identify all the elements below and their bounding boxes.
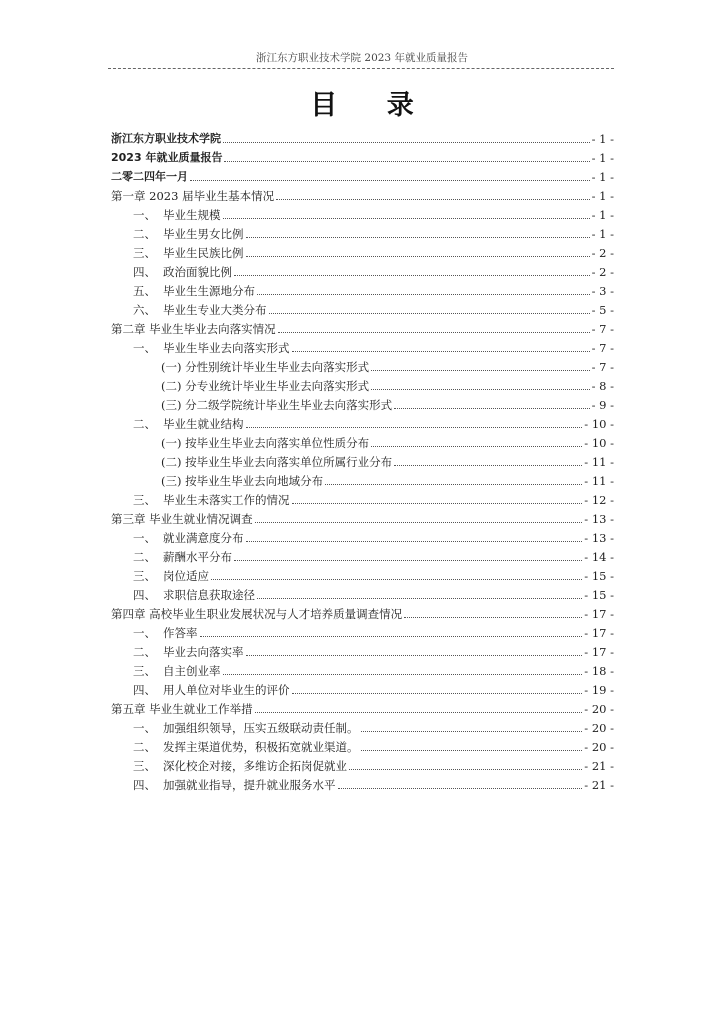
toc-entry-number: 二、	[133, 645, 156, 659]
toc-entry-label: 用人单位对毕业生的评价	[163, 683, 290, 697]
toc-entry-label: 深化校企对接，多维访企拓岗促就业	[163, 759, 347, 773]
page-header: 浙江东方职业技术学院 2023 年就业质量报告	[256, 52, 468, 64]
toc-entry[interactable]	[111, 165, 614, 184]
toc-entry-number: 三、	[133, 569, 156, 583]
toc-dot-leader	[338, 788, 583, 789]
toc-entry-number: 二、	[133, 550, 156, 564]
toc-entry[interactable]	[111, 222, 614, 241]
toc-entry[interactable]	[111, 127, 614, 146]
toc-entry[interactable]	[111, 507, 614, 526]
toc-dot-leader	[224, 161, 589, 162]
toc-dot-leader	[255, 712, 583, 713]
toc-page-number: - 11 -	[584, 455, 614, 469]
toc-dot-leader	[246, 237, 590, 238]
toc-dot-leader	[255, 522, 583, 523]
toc-entry-number: 二、	[133, 740, 156, 754]
toc-entry-label: 岗位适应	[163, 569, 209, 583]
toc-entry-number: 三、	[133, 664, 156, 678]
toc-entry-label: 薪酬水平分布	[163, 550, 232, 564]
toc-entry-label: 第三章 毕业生就业情况调查	[111, 512, 253, 526]
toc-dot-leader	[278, 332, 590, 333]
toc-dot-leader	[269, 313, 590, 314]
toc-entry[interactable]	[111, 336, 614, 355]
toc-page-number: - 17 -	[584, 626, 614, 640]
toc-entry-label: 毕业去向落实率	[163, 645, 244, 659]
toc-entry-number: 一、	[133, 341, 156, 355]
toc-page-number: - 1 -	[591, 227, 614, 241]
toc-entry-label: 求职信息获取途径	[163, 588, 255, 602]
toc-entry[interactable]	[111, 355, 614, 374]
toc-page-number: - 21 -	[584, 759, 614, 773]
toc-entry[interactable]	[111, 469, 614, 488]
toc-dot-leader	[276, 199, 590, 200]
toc-page-number: - 5 -	[591, 303, 614, 317]
toc-entry-number: 四、	[133, 588, 156, 602]
toc-page-number: - 14 -	[584, 550, 614, 564]
toc-dot-leader	[292, 351, 590, 352]
toc-page-number: - 2 -	[591, 265, 614, 279]
toc-entry-label: 第四章 高校毕业生职业发展状况与人才培养质量调查情况	[111, 607, 403, 621]
toc-dot-leader	[190, 180, 590, 181]
toc-entry[interactable]	[111, 583, 614, 602]
toc-entry[interactable]	[111, 545, 614, 564]
toc-dot-leader	[292, 693, 583, 694]
toc-entry[interactable]	[111, 260, 614, 279]
toc-entry-label: 毕业生未落实工作的情况	[163, 493, 290, 507]
toc-entry-label: 毕业生规模	[163, 208, 221, 222]
toc-entry-label: (三) 分二级学院统计毕业生毕业去向落实形式	[161, 398, 393, 412]
toc-dot-leader	[223, 674, 583, 675]
toc-dot-leader	[325, 484, 582, 485]
toc-entry[interactable]	[111, 678, 614, 697]
toc-entry[interactable]	[111, 203, 614, 222]
toc-dot-leader	[371, 389, 589, 390]
toc-entry-number: 四、	[133, 265, 156, 279]
toc-page-number: - 20 -	[584, 702, 614, 716]
toc-dot-leader	[246, 427, 583, 428]
toc-entry-label: 2023 年就业质量报告	[111, 151, 223, 164]
toc-entry-number: 三、	[133, 493, 156, 507]
toc-page-number: - 8 -	[591, 379, 614, 393]
toc-page-number: - 2 -	[591, 246, 614, 260]
toc-dot-leader	[292, 503, 583, 504]
toc-entry-label: 毕业生毕业去向落实形式	[163, 341, 290, 355]
toc-entry-number: 五、	[133, 284, 156, 298]
toc-dot-leader	[394, 408, 589, 409]
toc-dot-leader	[200, 636, 583, 637]
toc-entry[interactable]	[111, 298, 614, 317]
toc-entry-number: 四、	[133, 683, 156, 697]
toc-page-number: - 7 -	[591, 341, 614, 355]
toc-entry[interactable]	[111, 735, 614, 754]
toc-entry[interactable]	[111, 602, 614, 621]
toc-page-number: - 20 -	[584, 740, 614, 754]
toc-entry-label: 自主创业率	[163, 664, 221, 678]
toc-entry[interactable]	[111, 716, 614, 735]
toc-page-number: - 7 -	[591, 360, 614, 374]
toc-dot-leader	[404, 617, 582, 618]
toc-entry[interactable]	[111, 184, 614, 203]
toc-entry-label: 加强组织领导，压实五级联动责任制。	[163, 721, 359, 735]
toc-dot-leader	[394, 465, 582, 466]
toc-page-number: - 13 -	[584, 531, 614, 545]
toc-entry[interactable]	[111, 450, 614, 469]
toc-entry[interactable]	[111, 317, 614, 336]
toc-entry[interactable]	[111, 374, 614, 393]
toc-dot-leader	[234, 275, 590, 276]
toc-dot-leader	[371, 370, 589, 371]
toc-entry[interactable]	[111, 431, 614, 450]
toc-entry[interactable]	[111, 754, 614, 773]
toc-page-number: - 19 -	[584, 683, 614, 697]
toc-entry-label: (三) 按毕业生毕业去向地域分布	[161, 474, 324, 488]
toc-entry-number: 六、	[133, 303, 156, 317]
toc-page-number: - 9 -	[591, 398, 614, 412]
toc-page-number: - 3 -	[591, 284, 614, 298]
toc-page-number: - 1 -	[591, 151, 614, 165]
toc-entry-label: 毕业生专业大类分布	[163, 303, 267, 317]
toc-page-number: - 12 -	[584, 493, 614, 507]
toc-entry[interactable]	[111, 241, 614, 260]
toc-entry[interactable]	[111, 621, 614, 640]
toc-entry[interactable]	[111, 773, 614, 792]
toc-entry-label: 第五章 毕业生就业工作举措	[111, 702, 253, 716]
toc-entry-label: 毕业生生源地分布	[163, 284, 255, 298]
toc-entry-label: 第一章 2023 届毕业生基本情况	[111, 189, 275, 203]
toc-entry-label: (一) 按毕业生毕业去向落实单位性质分布	[161, 436, 370, 450]
toc-dot-leader	[257, 598, 582, 599]
toc-page-number: - 11 -	[584, 474, 614, 488]
toc-entry-label: (二) 按毕业生毕业去向落实单位所属行业分布	[161, 455, 393, 469]
toc-entry[interactable]	[111, 526, 614, 545]
header-divider	[108, 68, 614, 69]
toc-page-number: - 18 -	[584, 664, 614, 678]
toc-page-number: - 17 -	[584, 645, 614, 659]
toc-entry[interactable]	[111, 146, 614, 165]
toc-page-number: - 1 -	[591, 189, 614, 203]
toc-page-number: - 20 -	[584, 721, 614, 735]
toc-entry-label: (二) 分专业统计毕业生毕业去向落实形式	[161, 379, 370, 393]
toc-dot-leader	[223, 142, 590, 143]
toc-entry-label: 作答率	[163, 626, 198, 640]
toc-entry-label: 二零二四年一月	[111, 170, 188, 183]
toc-dot-leader	[257, 294, 590, 295]
toc-dot-leader	[246, 655, 583, 656]
toc-page-number: - 1 -	[591, 208, 614, 222]
toc-entry[interactable]	[111, 697, 614, 716]
toc-entry-label: 浙江东方职业技术学院	[111, 132, 221, 145]
toc-dot-leader	[349, 769, 582, 770]
toc-entry[interactable]	[111, 488, 614, 507]
toc-dot-leader	[361, 731, 583, 732]
toc-entry-number: 一、	[133, 208, 156, 222]
toc-entry-number: 二、	[133, 417, 156, 431]
toc-dot-leader	[361, 750, 583, 751]
toc-dot-leader	[371, 446, 582, 447]
toc-entry-number: 一、	[133, 531, 156, 545]
toc-page-number: - 7 -	[591, 322, 614, 336]
table-of-contents	[111, 127, 614, 792]
toc-entry[interactable]	[111, 393, 614, 412]
toc-page-number: - 10 -	[584, 417, 614, 431]
toc-title: 目 录	[310, 90, 434, 121]
toc-page-number: - 1 -	[591, 132, 614, 146]
toc-entry-label: 毕业生男女比例	[163, 227, 244, 241]
toc-dot-leader	[234, 560, 582, 561]
toc-entry-label: 第二章 毕业生毕业去向落实情况	[111, 322, 276, 336]
toc-entry[interactable]	[111, 640, 614, 659]
toc-page-number: - 21 -	[584, 778, 614, 792]
toc-entry[interactable]	[111, 659, 614, 678]
toc-dot-leader	[211, 579, 582, 580]
toc-entry-label: 毕业生民族比例	[163, 246, 244, 260]
toc-entry-label: (一) 分性别统计毕业生毕业去向落实形式	[161, 360, 370, 374]
toc-entry[interactable]	[111, 412, 614, 431]
toc-entry-number: 三、	[133, 246, 156, 260]
toc-entry[interactable]	[111, 279, 614, 298]
toc-entry-label: 发挥主渠道优势，积极拓宽就业渠道。	[163, 740, 359, 754]
toc-page-number: - 1 -	[591, 170, 614, 184]
toc-entry-label: 政治面貌比例	[163, 265, 232, 279]
toc-dot-leader	[223, 218, 590, 219]
toc-entry-number: 二、	[133, 227, 156, 241]
toc-page-number: - 13 -	[584, 512, 614, 526]
toc-entry-number: 四、	[133, 778, 156, 792]
toc-entry-number: 一、	[133, 721, 156, 735]
toc-page-number: - 10 -	[584, 436, 614, 450]
toc-entry-label: 加强就业指导，提升就业服务水平	[163, 778, 336, 792]
toc-entry-number: 一、	[133, 626, 156, 640]
toc-dot-leader	[246, 256, 590, 257]
toc-page-number: - 15 -	[584, 588, 614, 602]
toc-entry-label: 就业满意度分布	[163, 531, 244, 545]
toc-dot-leader	[246, 541, 583, 542]
toc-entry-number: 三、	[133, 759, 156, 773]
toc-page-number: - 15 -	[584, 569, 614, 583]
toc-entry-label: 毕业生就业结构	[163, 417, 244, 431]
toc-page-number: - 17 -	[584, 607, 614, 621]
toc-entry[interactable]	[111, 564, 614, 583]
